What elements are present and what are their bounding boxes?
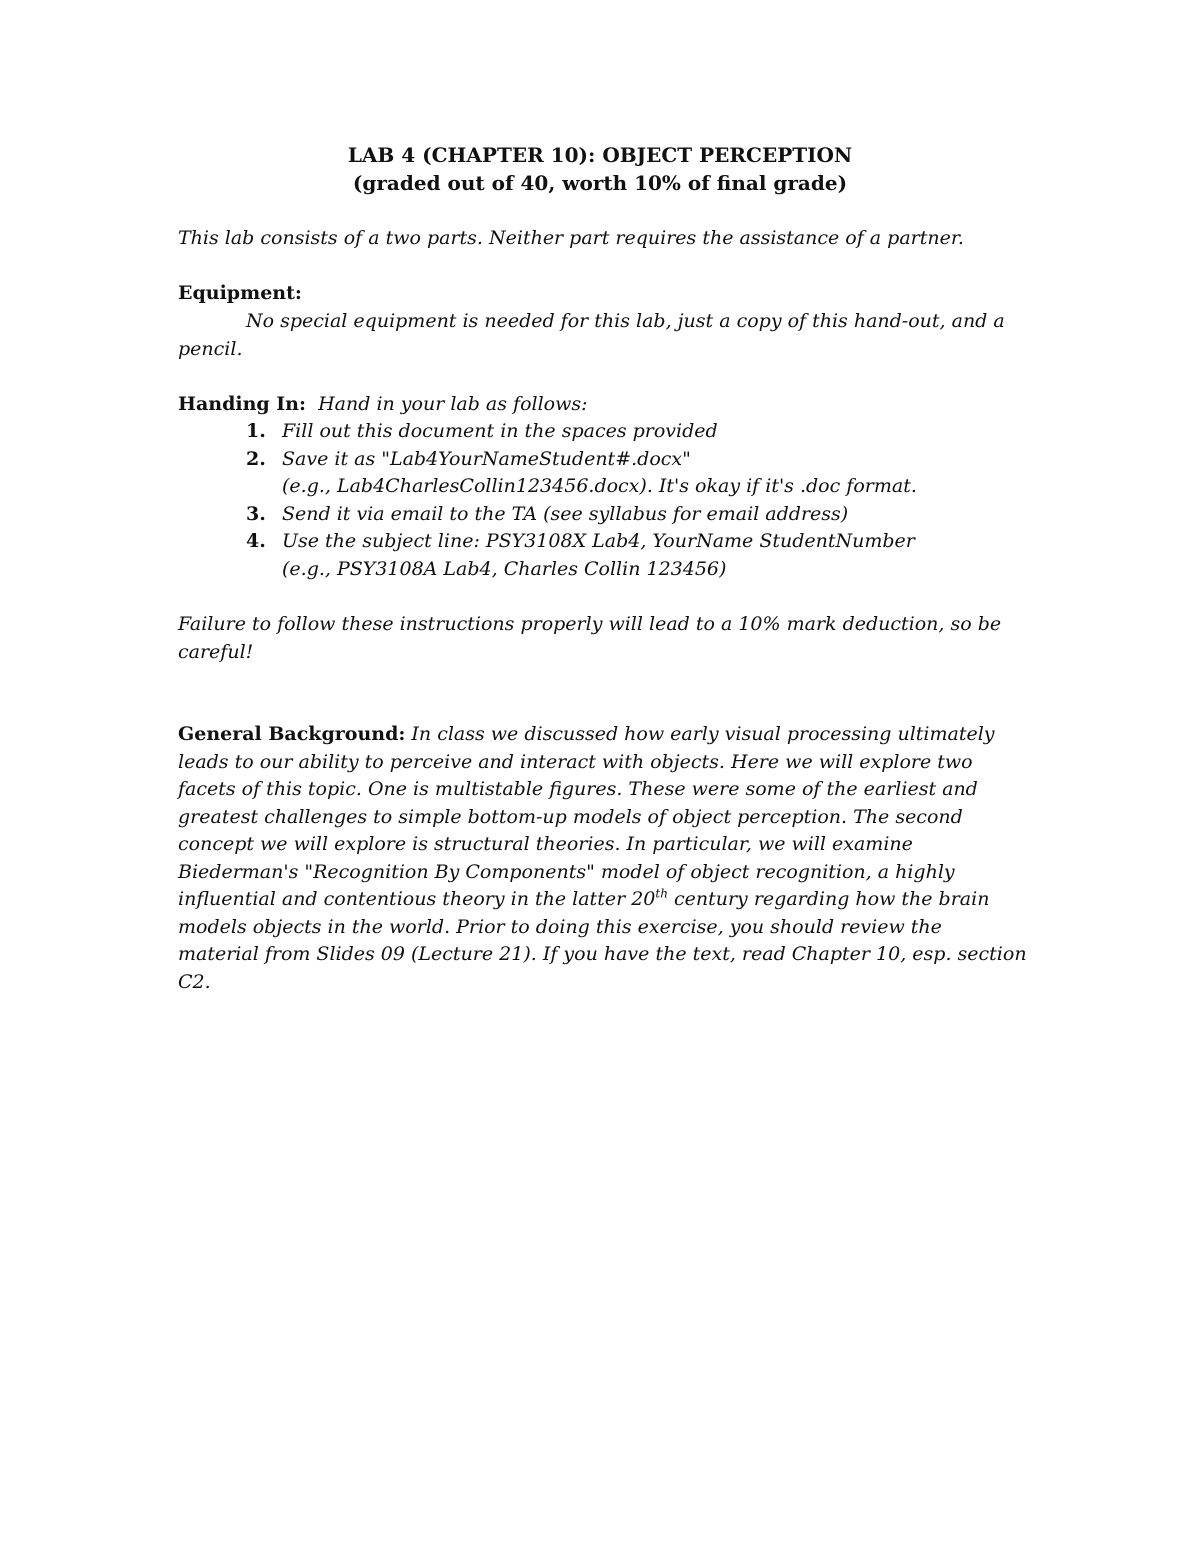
background-line-9: material from Slides 09 (Lecture 21). If you have the text, read Chapter 10, esp. section xyxy=(178,943,1027,965)
equipment-heading: Equipment: xyxy=(178,282,302,304)
background-line-7 xyxy=(178,886,1028,914)
handing-in-paragraph xyxy=(178,391,1028,419)
step-number: 4. xyxy=(246,530,266,552)
background-line-7b: century regarding how the brain xyxy=(667,888,990,910)
step-continuation: (e.g., PSY3108A Lab4, Charles Collin 123456) xyxy=(282,557,727,580)
background-line-6: Biederman's "Recognition By Components" model of object recognition, a highly xyxy=(178,860,955,883)
background-line-1 xyxy=(178,721,1028,749)
background-line-3: facets of this topic. One is multistable figures. These were some of the earliest and xyxy=(178,778,978,800)
step-number: 1. xyxy=(246,420,266,442)
failure-line-1: Failure to follow these instructions properly will lead to a 10% mark deduction, so be xyxy=(178,613,1002,635)
background-line-7a: influential and contentious theory in the latter 20 xyxy=(178,888,656,910)
step-continuation: (e.g., Lab4CharlesCollin123456.docx). It's okay if it's .doc format. xyxy=(282,475,917,497)
handing-in-steps xyxy=(178,418,1028,583)
intro-paragraph: This lab consists of a two parts. Neither part requires the assistance of a partner. xyxy=(178,227,964,249)
background-line-4: greatest challenges to simple bottom-up models of object perception. The second xyxy=(178,805,963,828)
step-item xyxy=(178,501,1028,529)
ordinal-superscript: th xyxy=(655,886,668,901)
step-item xyxy=(178,418,1028,446)
step-text: Fill out this document in the spaces provided xyxy=(282,420,718,442)
general-background-paragraph xyxy=(178,721,1028,996)
step-item xyxy=(178,528,1028,583)
step-item xyxy=(178,446,1028,501)
step-text: Use the subject line: PSY3108X Lab4, YourName StudentNumber xyxy=(282,530,915,552)
step-text: Send it via email to the TA (see syllabus for email address) xyxy=(282,502,849,525)
equipment-line-1: No special equipment is needed for this lab, just a copy of this hand-out, and a xyxy=(246,310,1005,332)
background-line-5: concept we will explore is structural theories. In particular, we will examine xyxy=(178,833,913,855)
background-line-2: leads to our ability to perceive and interact with objects. Here we will explore two xyxy=(178,750,973,773)
document-title xyxy=(0,141,1200,197)
equipment-paragraph xyxy=(178,308,1028,363)
title-line-1: LAB 4 (CHAPTER 10): OBJECT PERCEPTION xyxy=(347,143,853,167)
background-line-1-text: In class we discussed how early visual processing ultimately xyxy=(411,723,995,745)
equipment-line-2: pencil. xyxy=(178,337,243,360)
step-number: 3. xyxy=(246,502,266,525)
step-number: 2. xyxy=(246,447,266,470)
general-background-heading: General Background: xyxy=(178,723,406,745)
step-text: Save it as "Lab4YourNameStudent#.docx" xyxy=(282,447,691,470)
failure-warning xyxy=(178,611,1028,666)
background-line-10: C2. xyxy=(178,970,211,993)
handing-in-heading: Handing In: xyxy=(178,393,307,415)
handing-in-lead: Hand in your lab as follows: xyxy=(318,393,588,415)
background-line-8: models objects in the world. Prior to doing this exercise, you should review the xyxy=(178,915,942,938)
failure-line-2: careful! xyxy=(178,640,254,663)
title-line-2: (graded out of 40, worth 10% of final grade) xyxy=(352,171,848,195)
